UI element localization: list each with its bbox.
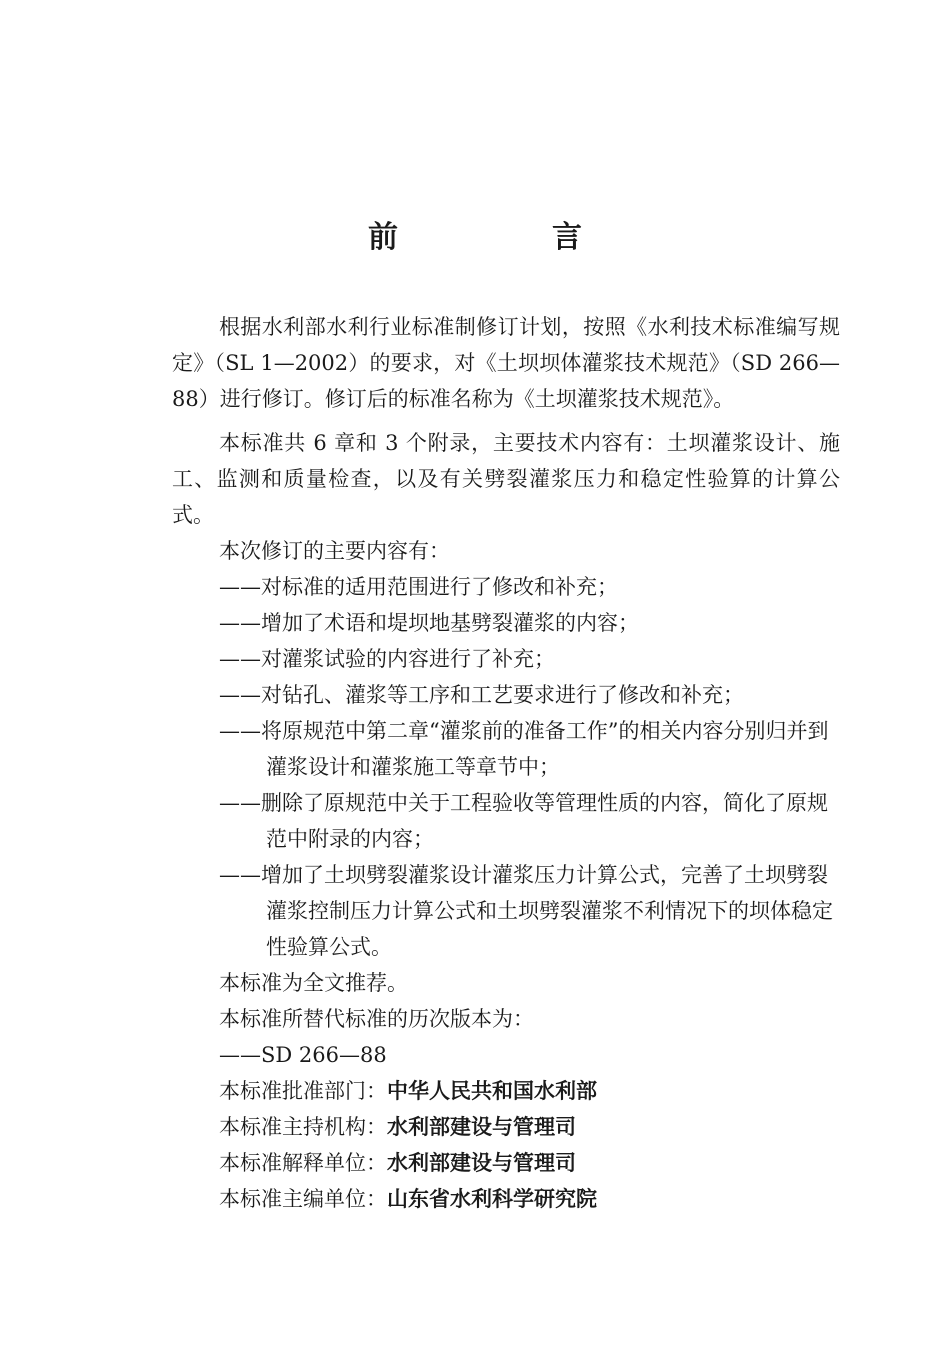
revision-item: ——对钻孔、灌浆等工序和工艺要求进行了修改和补充； bbox=[219, 683, 744, 707]
info-label: 本标准解释单位： bbox=[219, 1151, 387, 1175]
paragraph-1: 根据水利部水利行业标准制修订计划，按照《水利技术标准编写规定》（SL 1—2002）的要求，对《土坝坝体灌浆技术规范》（SD 266—88）进行修订。修订后的标准名称为《土坝灌浆技术规范》。 bbox=[172, 315, 840, 411]
info-label: 本标准主编单位： bbox=[219, 1187, 387, 1211]
info-interpretation bbox=[172, 1145, 840, 1181]
info-label: 本标准批准部门： bbox=[219, 1079, 387, 1103]
history-intro: 本标准所替代标准的历次版本为： bbox=[219, 1007, 534, 1031]
page-body bbox=[172, 309, 840, 1217]
revision-intro: 本次修订的主要内容有： bbox=[219, 539, 450, 563]
info-value: 中华人民共和国水利部 bbox=[387, 1079, 597, 1103]
revision-item: ——对标准的适用范围进行了修改和补充； bbox=[219, 575, 618, 599]
info-value: 水利部建设与管理司 bbox=[387, 1151, 576, 1175]
info-label: 本标准主持机构： bbox=[219, 1115, 387, 1139]
revision-item: ——对灌浆试验的内容进行了补充； bbox=[219, 647, 555, 671]
revision-item: ——增加了土坝劈裂灌浆设计灌浆压力计算公式，完善了土坝劈裂灌浆控制压力计算公式和土坝劈裂灌浆不利情况下的坝体稳定性验算公式。 bbox=[219, 863, 833, 959]
info-value: 水利部建设与管理司 bbox=[387, 1115, 576, 1139]
recommendation: 本标准为全文推荐。 bbox=[219, 971, 408, 995]
revision-item: ——删除了原规范中关于工程验收等管理性质的内容，简化了原规范中附录的内容； bbox=[219, 791, 828, 851]
revision-item: ——增加了术语和堤坝地基劈裂灌浆的内容； bbox=[219, 611, 639, 635]
history-item: ——SD 266—88 bbox=[219, 1043, 387, 1067]
info-approval bbox=[172, 1073, 840, 1109]
page-title: 前 言 bbox=[368, 220, 644, 255]
paragraph-2: 本标准共 6 章和 3 个附录，主要技术内容有：土坝灌浆设计、施工、监测和质量检查，以及有关劈裂灌浆压力和稳定性验算的计算公式。 bbox=[172, 431, 840, 527]
revision-item: ——将原规范中第二章“灌浆前的准备工作”的相关内容分别归并到灌浆设计和灌浆施工等章节中； bbox=[219, 719, 829, 779]
info-value: 山东省水利科学研究院 bbox=[387, 1187, 597, 1211]
info-host bbox=[172, 1109, 840, 1145]
info-editor bbox=[172, 1181, 840, 1217]
